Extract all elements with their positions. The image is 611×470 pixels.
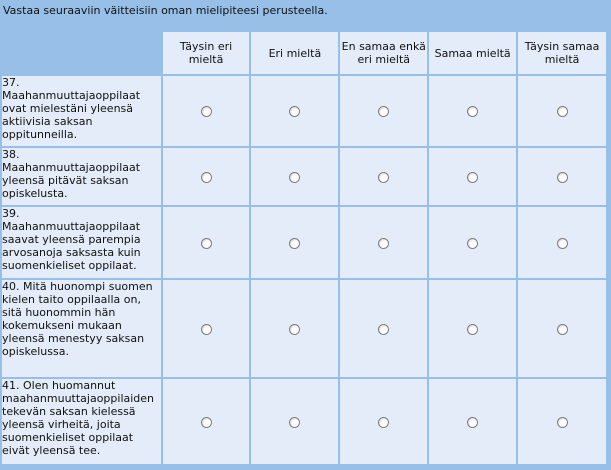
header-corner	[2, 32, 161, 74]
radio-q38-agree[interactable]	[467, 172, 478, 183]
radio-q39-strongly-agree[interactable]	[557, 238, 568, 249]
likert-matrix	[0, 30, 608, 466]
column-header-strongly-agree: Täysin samaa mieltä	[518, 32, 606, 74]
column-header-neutral: En samaa enkä eri mieltä	[340, 32, 427, 74]
radio-q41-strongly-disagree[interactable]	[201, 417, 212, 428]
question-text-39: 39. Maahanmuuttajaoppilaat saavat yleensä parempia arvosanoja saksasta kuin suomenkieliset oppilaat.	[2, 207, 161, 278]
radio-q39-strongly-disagree[interactable]	[201, 238, 212, 249]
survey-instruction: Vastaa seuraaviin väitteisiin oman mielipiteesi perusteella.	[3, 4, 328, 17]
question-row-39	[2, 207, 606, 278]
radio-q40-neutral[interactable]	[378, 324, 389, 335]
radio-q37-strongly-agree[interactable]	[557, 106, 568, 117]
radio-q39-neutral[interactable]	[378, 238, 389, 249]
radio-q38-neutral[interactable]	[378, 172, 389, 183]
column-header-disagree: Eri mieltä	[251, 32, 338, 74]
radio-q38-strongly-disagree[interactable]	[201, 172, 212, 183]
question-text-37: 37. Maahanmuuttajaoppilaat ovat mielestäni yleensä aktiivisia saksan oppitunneilla.	[2, 76, 161, 146]
column-header-agree: Samaa mieltä	[429, 32, 516, 74]
radio-q38-strongly-agree[interactable]	[557, 172, 568, 183]
question-row-41	[2, 379, 606, 464]
question-text-41: 41. Olen huomannut maahanmuuttajaoppilaiden tekevän saksan kielessä yleensä virheitä, joita suomenkieliset oppilaat eivät yleensä tee.	[2, 379, 161, 464]
radio-q41-disagree[interactable]	[289, 417, 300, 428]
column-header-strongly-disagree: Täysin eri mieltä	[163, 32, 250, 74]
radio-q41-strongly-agree[interactable]	[557, 417, 568, 428]
question-row-40	[2, 280, 606, 377]
radio-q40-strongly-agree[interactable]	[557, 324, 568, 335]
radio-q37-strongly-disagree[interactable]	[201, 106, 212, 117]
question-text-38: 38. Maahanmuuttajaoppilaat yleensä pitävät saksan opiskelusta.	[2, 148, 161, 205]
radio-q39-disagree[interactable]	[289, 238, 300, 249]
radio-q40-strongly-disagree[interactable]	[201, 324, 212, 335]
radio-q37-neutral[interactable]	[378, 106, 389, 117]
question-text-40: 40. Mitä huonompi suomen kielen taito oppilaalla on, sitä huonommin hän kokemukseni mukaan yleensä menestyy saksan opiskelussa.	[2, 280, 161, 377]
header-row	[2, 32, 606, 74]
radio-q37-agree[interactable]	[467, 106, 478, 117]
radio-q39-agree[interactable]	[467, 238, 478, 249]
radio-q40-agree[interactable]	[467, 324, 478, 335]
radio-q41-agree[interactable]	[467, 417, 478, 428]
radio-q38-disagree[interactable]	[289, 172, 300, 183]
radio-q40-disagree[interactable]	[289, 324, 300, 335]
question-row-37	[2, 76, 606, 146]
radio-q37-disagree[interactable]	[289, 106, 300, 117]
radio-q41-neutral[interactable]	[378, 417, 389, 428]
question-row-38	[2, 148, 606, 205]
